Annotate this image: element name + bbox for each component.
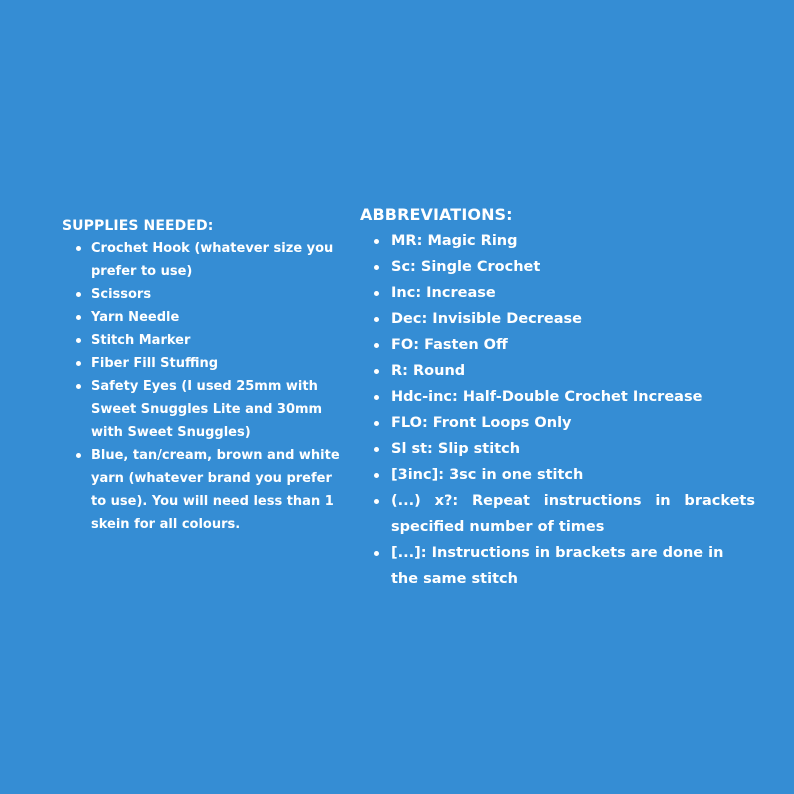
supply-item-stitch-marker: Stitch Marker bbox=[62, 329, 342, 352]
abbrev-item-3inc: [3inc]: 3sc in one stitch bbox=[360, 462, 755, 488]
abbreviations-list bbox=[360, 228, 755, 592]
abbrev-item-r: R: Round bbox=[360, 358, 755, 384]
abbrev-item-hdc-inc: Hdc-inc: Half-Double Crochet Increase bbox=[360, 384, 755, 410]
abbrev-item-same-stitch: [...]: Instructions in brackets are done in the same stitch bbox=[360, 540, 755, 592]
supply-item-crochet-hook: Crochet Hook (whatever size you prefer to use) bbox=[62, 237, 342, 283]
abbreviations-heading: ABBREVIATIONS: bbox=[360, 205, 513, 224]
abbrev-item-sl-st: Sl st: Slip stitch bbox=[360, 436, 755, 462]
supply-item-yarn: Blue, tan/cream, brown and white yarn (whatever brand you prefer to use). You will need less than 1 skein for all colours. bbox=[62, 444, 342, 536]
abbreviations-section bbox=[360, 205, 755, 592]
supply-item-fiber-fill: Fiber Fill Stuffing bbox=[62, 352, 342, 375]
abbrev-item-flo: FLO: Front Loops Only bbox=[360, 410, 755, 436]
abbrev-item-sc: Sc: Single Crochet bbox=[360, 254, 755, 280]
supply-item-scissors: Scissors bbox=[62, 283, 342, 306]
supply-item-safety-eyes: Safety Eyes (I used 25mm with Sweet Snuggles Lite and 30mm with Sweet Snuggles) bbox=[62, 375, 342, 444]
abbrev-item-fo: FO: Fasten Off bbox=[360, 332, 755, 358]
abbrev-item-mr: MR: Magic Ring bbox=[360, 228, 755, 254]
supplies-section bbox=[62, 216, 342, 536]
abbrev-item-inc: Inc: Increase bbox=[360, 280, 755, 306]
supplies-list bbox=[62, 237, 342, 536]
abbrev-item-repeat: (...) x?: Repeat instructions in brackets specified number of times bbox=[360, 488, 755, 540]
supply-item-yarn-needle: Yarn Needle bbox=[62, 306, 342, 329]
abbrev-item-dec: Dec: Invisible Decrease bbox=[360, 306, 755, 332]
supplies-heading: SUPPLIES NEEDED: bbox=[62, 218, 214, 234]
